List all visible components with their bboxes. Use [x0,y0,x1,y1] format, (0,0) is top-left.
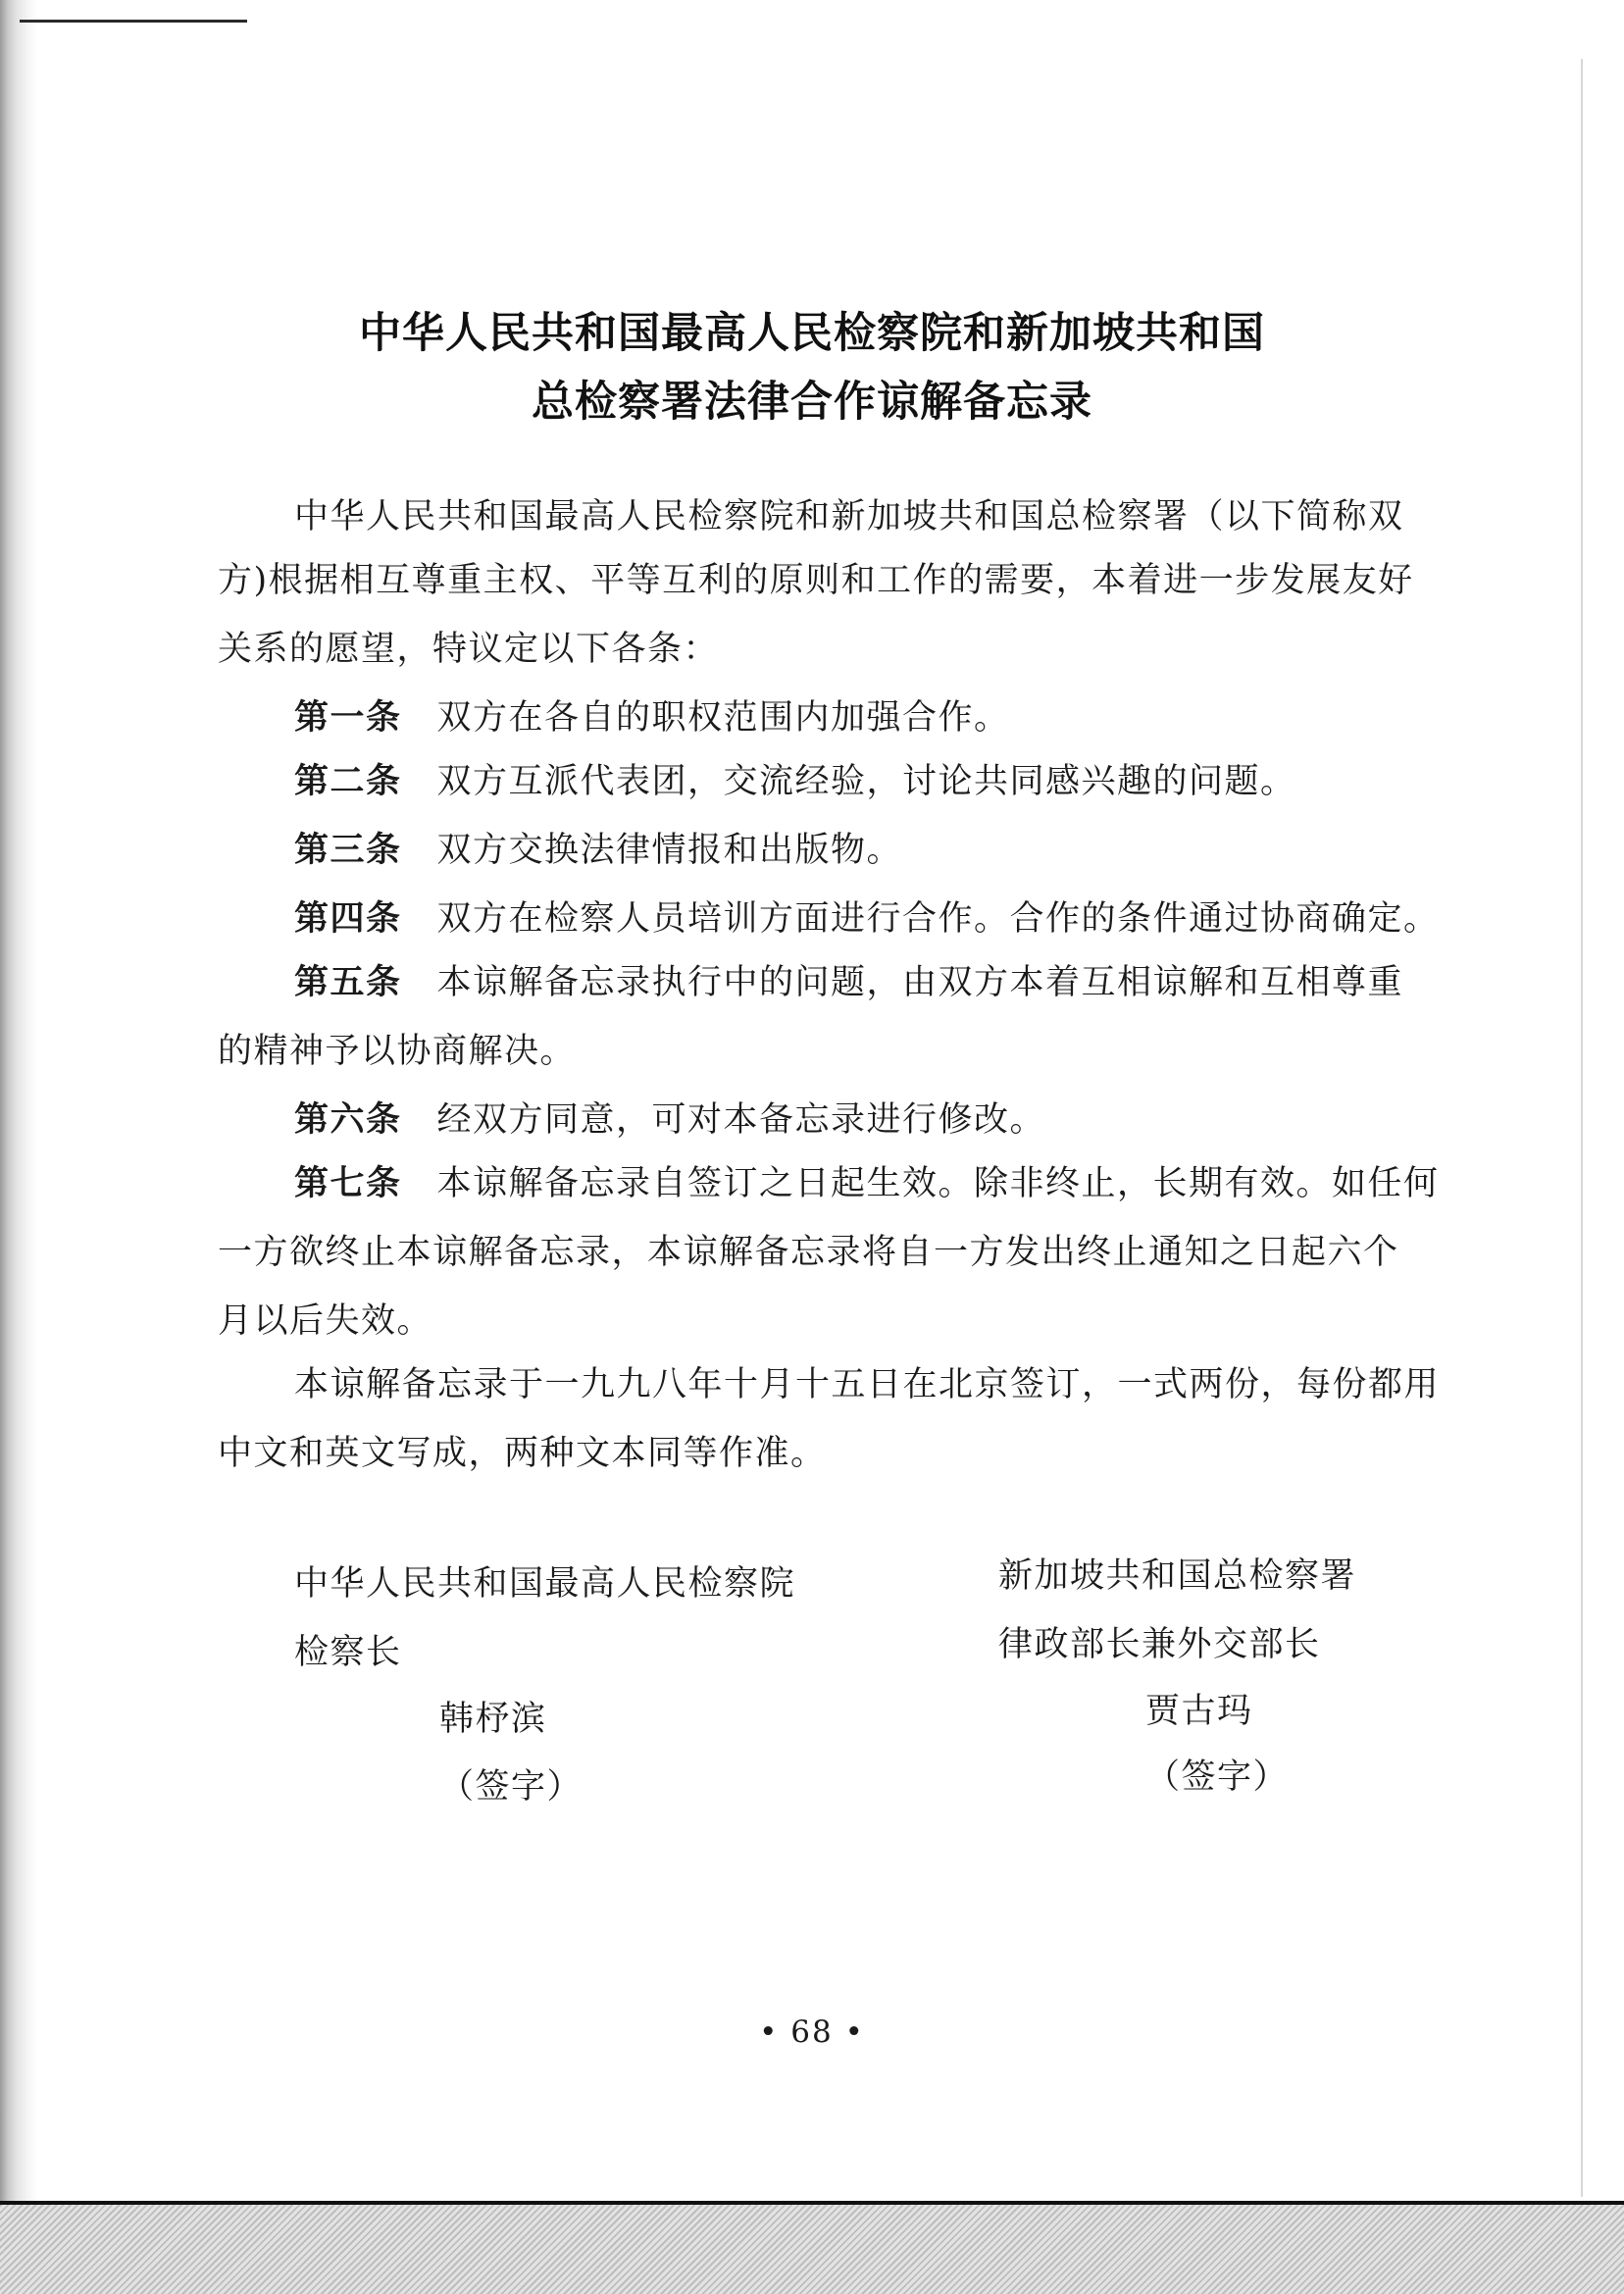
signature-left-position: 检察长 [294,1633,402,1672]
closing-line-1: 本谅解备忘录于一九九八年十月十五日在北京签订，一式两份，每份都用 [294,1365,1441,1404]
article-3-label: 第三条 [294,831,402,870]
signature-left-org: 中华人民共和国最高人民检察院 [294,1564,796,1604]
signature-right-signed: （签字） [1145,1758,1290,1797]
preamble-line-2: 方)根据相互尊重主权、平等互利的原则和工作的需要，本着进一步发展友好 [218,561,1414,600]
article-7 [294,1164,1440,1203]
signature-left-signed: （签字） [439,1767,584,1807]
article-1-text: 双方在各自的职权范围内加强合作。 [436,698,1010,738]
article-4-label: 第四条 [294,899,402,939]
scan-top-line [20,20,247,23]
scan-bottom-band [0,2205,1624,2294]
document-title-line-2: 总检察署法律合作谅解备忘录 [532,378,1092,427]
article-6-label: 第六条 [294,1100,402,1140]
article-7-label: 第七条 [294,1164,402,1203]
signature-right-org: 新加坡共和国总检察署 [998,1556,1357,1596]
article-3-text: 双方交换法律情报和出版物。 [436,831,903,870]
page-number: • 68 • [759,2014,865,2050]
article-7-text-2: 一方欲终止本谅解备忘录，本谅解备忘录将自一方发出终止通知之日起六个 [218,1233,1399,1272]
preamble-line-1: 中华人民共和国最高人民检察院和新加坡共和国总检察署（以下简称双 [294,497,1404,536]
article-6-text: 经双方同意，可对本备忘录进行修改。 [436,1100,1046,1140]
article-6 [294,1100,1046,1140]
article-5-text-1: 本谅解备忘录执行中的问题，由双方本着互相谅解和互相尊重 [436,963,1404,1002]
article-2-text: 双方互派代表团，交流经验，讨论共同感兴趣的问题。 [436,762,1296,801]
article-1-label: 第一条 [294,698,402,738]
document-title-line-1: 中华人民共和国最高人民检察院和新加坡共和国 [359,309,1265,358]
article-1 [294,698,1010,738]
article-2 [294,762,1296,801]
article-4 [294,899,1440,939]
article-5-label: 第五条 [294,963,402,1002]
article-7-text-1: 本谅解备忘录自签订之日起生效。除非终止，长期有效。如任何 [436,1164,1440,1203]
article-2-label: 第二条 [294,762,402,801]
article-7-text-3: 月以后失效。 [218,1301,433,1341]
signature-right-position: 律政部长兼外交部长 [998,1625,1321,1664]
signature-right-name: 贾古玛 [1145,1692,1253,1731]
closing-line-2: 中文和英文写成，两种文本同等作准。 [218,1434,827,1473]
article-3 [294,831,903,870]
article-5 [294,963,1404,1002]
article-4-text: 双方在检察人员培训方面进行合作。合作的条件通过协商确定。 [436,899,1440,939]
preamble-line-3: 关系的愿望，特议定以下各条： [218,630,720,669]
signature-left-name: 韩杼滨 [439,1700,547,1739]
article-5-text-2: 的精神予以协商解决。 [218,1032,577,1071]
